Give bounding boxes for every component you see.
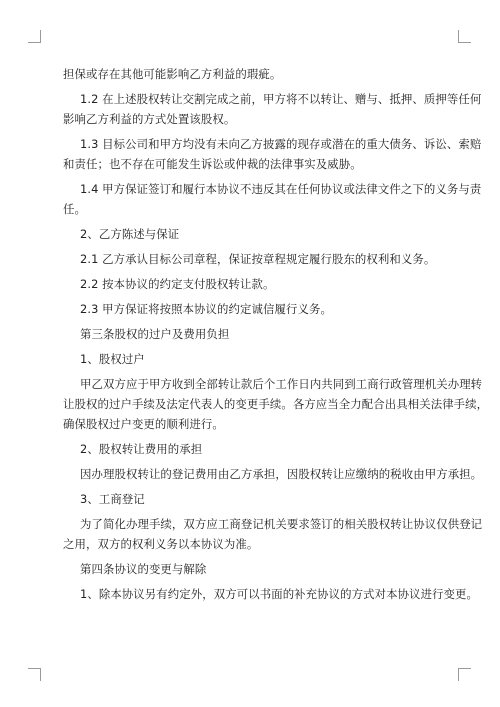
text-line: 2.1 乙方承认目标公司章程，保证按章程规定履行股东的权利和义务。: [80, 252, 436, 266]
text-line: 2、乙方陈述与保证: [80, 227, 180, 241]
paragraph: [63, 439, 439, 459]
paragraph: [63, 349, 439, 369]
crop-mark-bottom-right: [458, 668, 471, 681]
paragraph: [63, 179, 482, 219]
paragraph: [63, 299, 439, 319]
text-line: 之用，双方的权利义务以本协议为准。: [63, 537, 259, 551]
text-line: 和责任；也不存在可能发生诉讼或仲裁的法律事实及威胁。: [63, 157, 362, 171]
paragraph: [63, 274, 439, 294]
text-line: 确保股权过户变更的顺利进行。: [63, 417, 224, 431]
text-line: 2.3 甲方保证将按照本协议的约定诚信履行义务。: [80, 302, 332, 316]
text-line: 影响乙方利益的方式处置该股权。: [63, 112, 236, 126]
text-line: 第三条股权的过户及费用负担: [80, 327, 230, 341]
text-line: 第四条协议的变更与解除: [80, 562, 207, 576]
paragraph: [63, 324, 439, 344]
text-line: 1.3 目标公司和甲方均没有未向乙方披露的现存或潜在的重大债务、诉讼、索赔: [80, 137, 482, 151]
text-line: 1.2 在上述股权转让交割完成之前，甲方将不以转让、赠与、抵押、质押等任何: [80, 92, 482, 106]
document-body: [63, 64, 489, 604]
paragraph: [63, 224, 439, 244]
text-line: 任。: [63, 202, 86, 216]
paragraph: [63, 374, 489, 434]
text-line: 因办理股权转让的登记费用由乙方承担，因股权转让应缴纳的税收由甲方承担。: [80, 467, 483, 481]
text-line: 为了简化办理手续，双方应工商登记机关要求签订的相关股权转让协议仅供登记: [80, 517, 483, 531]
crop-mark-top-right: [458, 30, 471, 43]
text-line: 1、股权过户: [80, 352, 145, 366]
text-line: 担保或存在其他可能影响乙方利益的瑕疵。: [63, 67, 282, 81]
paragraph: [63, 584, 479, 604]
paragraph: [63, 64, 439, 84]
text-line: 甲乙双方应于甲方收到全部转让款后个工作日内共同到工商行政管理机关办理转: [80, 377, 483, 391]
text-line: 让股权的过户手续及法定代表人的变更手续。各方应当全力配合出具相关法律手续，: [63, 397, 489, 411]
text-line: 1、除本协议另有约定外，双方可以书面的补充协议的方式对本协议进行变更。: [80, 587, 479, 601]
paragraph: [63, 89, 482, 129]
text-line: 1.4 甲方保证签订和履行本协议不违反其在任何协议或法律文件之下的义务与责: [80, 182, 482, 196]
paragraph: [63, 249, 439, 269]
text-line: 2、股权转让费用的承担: [80, 442, 203, 456]
paragraph: [63, 514, 483, 554]
crop-mark-top-left: [28, 30, 41, 43]
text-line: 3、工商登记: [80, 492, 145, 506]
text-line: 2.2 按本协议的约定支付股权转让款。: [80, 277, 275, 291]
paragraph: [63, 464, 483, 484]
paragraph: [63, 489, 439, 509]
paragraph: [63, 559, 439, 579]
paragraph: [63, 134, 482, 174]
crop-mark-bottom-left: [28, 668, 41, 681]
